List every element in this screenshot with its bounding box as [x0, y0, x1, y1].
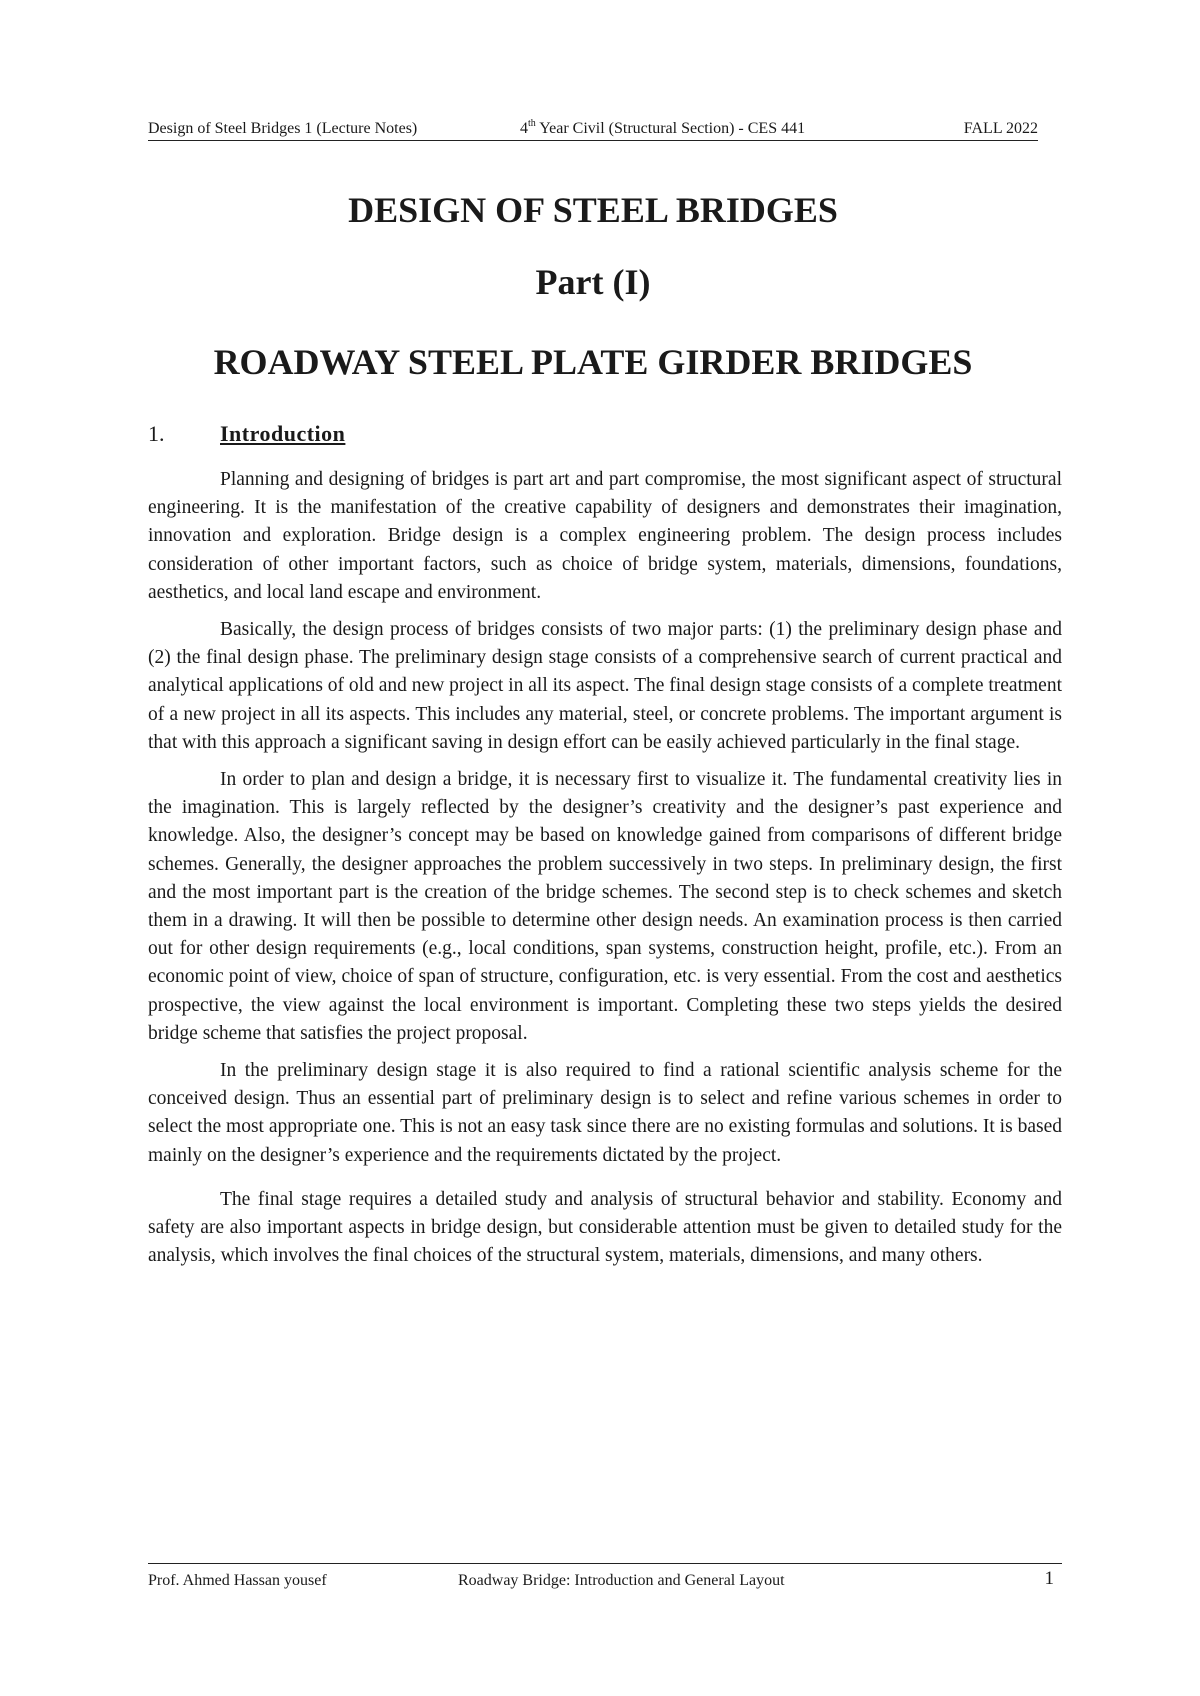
header-year-number: 4 [520, 120, 528, 137]
header-semester: FALL 2022 [963, 120, 1038, 137]
paragraph: Basically, the design process of bridges consists of two major parts: (1) the preliminary design phase and (2) the final design phase. The preliminary design stage consists of a comprehensive search of current practical and analytical applications of old and new project in all its aspect. The final design stage consists of a complete treatment of a new project in all its aspects. This includes any material, steel, or concrete problems. The important argument is that with this approach a significant saving in design effort can be easily achieved particularly in the final stage. [148, 619, 1062, 753]
header-course-info [520, 118, 805, 140]
footer-topic: Roadway Bridge: Introduction and General Layout [458, 1572, 785, 1589]
paragraph: The final stage requires a detailed study and analysis of structural behavior and stability. Economy and safety are also important aspects in bridge design, but considerable attention must be given to detailed study for the analysis, which involves the final choices of the structural system, materials, dimensions, and many others. [148, 1188, 1062, 1267]
header-course-title: Design of Steel Bridges 1 (Lecture Notes) [148, 120, 418, 137]
page-header [148, 114, 1038, 141]
section-title: Introduction [220, 421, 346, 446]
page-footer [148, 1563, 1062, 1589]
part-title: Part (I) [535, 262, 651, 302]
paragraph: In the preliminary design stage it is also required to find a rational scientific analysis scheme for the conceived design. Thus an essential part of preliminary design is to select and refine various schemes in order to select the most appropriate one. This is not an easy task since there are no existing formulas and solutions. It is based mainly on the designer’s experience and the requirements dictated by the project. [148, 1060, 1062, 1166]
page-number: 1 [1044, 1568, 1054, 1589]
header-course-code: Year Civil (Structural Section) - CES 441 [535, 120, 806, 137]
header-year-suffix: th [528, 118, 536, 129]
section-number: 1. [148, 421, 165, 446]
footer-author: Prof. Ahmed Hassan yousef [148, 1572, 327, 1589]
subject-title: ROADWAY STEEL PLATE GIRDER BRIDGES [213, 342, 973, 382]
body-text [148, 466, 1062, 1279]
paragraph: Planning and designing of bridges is part art and part compromise, the most significant aspect of structural engineering. It is the manifestation of the creative capability of designers and demonstrates their imagination, innovation and exploration. Bridge design is a complex engineering problem. The design process includes consideration of other important factors, such as choice of bridge system, materials, dimensions, foundations, aesthetics, and local land escape and environment. [148, 469, 1062, 603]
document-title: DESIGN OF STEEL BRIDGES [348, 190, 838, 230]
paragraph: In order to plan and design a bridge, it is necessary first to visualize it. The fundamental creativity lies in the imagination. This is largely reflected by the designer’s creativity and the designer’s past experience and knowledge. Also, the designer’s concept may be based on knowledge gained from comparisons of different bridge schemes. Generally, the designer approaches the problem successively in two steps. In preliminary design, the first and the most important part is the creation of the bridge schemes. The second step is to check schemes and sketch them in a drawing. It will then be possible to determine other design needs. An examination process is then carried out for other design requirements (e.g., local conditions, span systems, construction height, profile, etc.). From an economic point of view, choice of span of structure, configuration, etc. is very essential. From the cost and aesthetics prospective, the view against the local environment is important. Completing these two steps yields the desired bridge scheme that satisfies the project proposal. [148, 769, 1062, 1044]
